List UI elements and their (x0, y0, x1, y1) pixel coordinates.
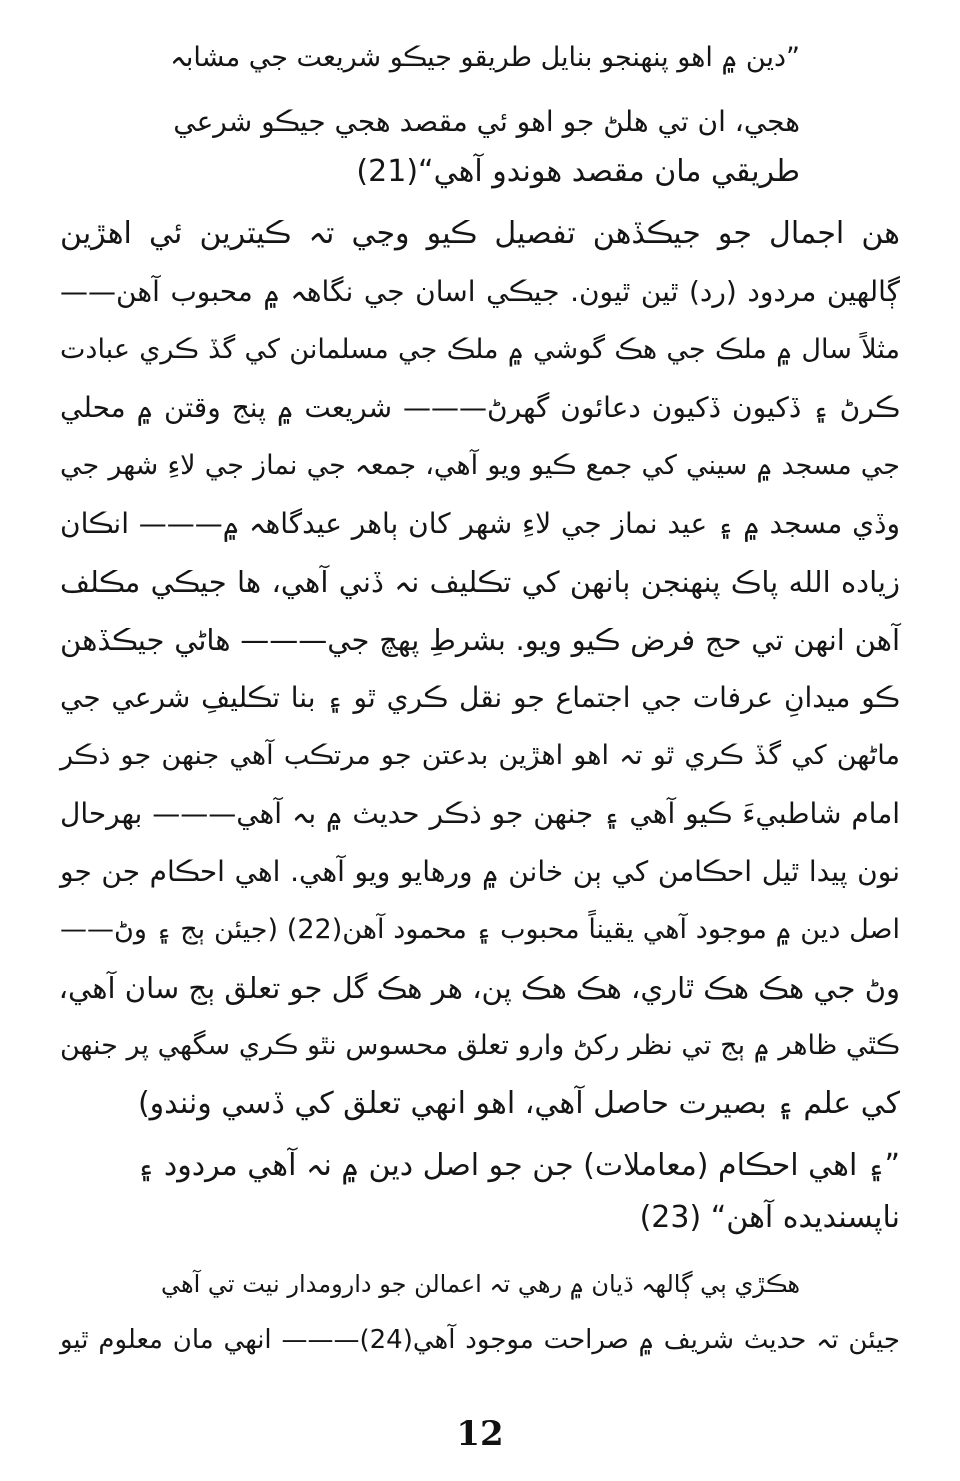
body-line: ڪرڻ ۽ ڏکيون ڏکيون دعائون گهرڻ——— شريعت ۾ پنج وقتن ۾ محلي (60, 391, 900, 424)
body-line: زياده الله پاڪ پنهنجن ٻانهن کي تڪليف نہ ڏني آهي، ها جيڪي مڪلف (60, 565, 900, 599)
page-number: 12 (456, 1414, 504, 1454)
body-line: ڪو ميدانِ عرفات جي اجتماع جو نقل ڪري ٿو ۽ بنا تڪليفِ شرعي جي (60, 681, 900, 714)
body-line: ڳالهين مردود (رد) ٿين ٿيون. جيڪي اسان جي نگاهہ ۾ محبوب آهن—— (60, 275, 900, 308)
body-line: اصل دين ۾ موجود آهي يقيناً محبوب ۽ محمود آهن(22) (جيئن ٻج ۽ وڻ—— (60, 914, 900, 945)
body-line: وڻ جي هڪ هڪ ٿاري، هڪ هڪ پن، هر هڪ گل جو تعلق ٻج سان آهي، (58, 971, 900, 1005)
quote-line: طريقي مان مقصد هوندو آهي“(21) (356, 154, 800, 189)
body-line: نون پيدا ٿيل احڪامن کي ٻن خانن ۾ ورهايو ويو آهي. اهي احڪام جن جو (60, 855, 900, 888)
body-line: ماڻهن کي گڏ ڪري ٿو تہ اهو اهڙين بدعتن جو مرتڪب آهي جنهن جو ذڪر (60, 740, 900, 771)
body-line: وڏي مسجد ۾ ۽ عيد نماز جي لاءِ شهر کان ٻاهر عيدگاهہ ۾——— انڪان (60, 507, 900, 540)
quote-line: ”۽ اهي احڪام (معاملات) جن جو اصل دين ۾ نہ آهي مردود ۽ (136, 1148, 900, 1183)
body-line: جيئن تہ حديث شريف ۾ صراحت موجود آهي(24)——— انهي مان معلوم ٿيو (60, 1325, 900, 1355)
body-line: جي مسجد ۾ سيني کي جمع ڪيو ويو آهي، جمعہ جي نماز جي لاءِ شهر جي (60, 450, 900, 481)
body-line: آهن انهن تي حج فرض ڪيو ويو. بشرطِ پهچ جي——— هاڻي جيڪڏهن (60, 623, 900, 657)
body-line: ڪٿي ظاهر ۾ ٻج تي نظر رکڻ وارو تعلق محسوس نٿو ڪري سگهي پر جنهن (60, 1030, 900, 1061)
quote-line: هجي، ان تي هلڻ جو اهو ئي مقصد هجي جيڪو شرعي (173, 105, 800, 138)
body-line: کي علم ۽ بصيرت حاصل آهي، اهو انهي تعلق کي ڏسي وٺندو) (137, 1086, 900, 1121)
body-line: مثلاً سال ۾ ملڪ جي هڪ گوشي ۾ ملڪ جي مسلمانن کي گڏ ڪري عبادت (60, 334, 900, 365)
body-line: هڪڙي ٻي ڳالهہ ڌيان ۾ رهي تہ اعمالن جو دارومدار نيت تي آهي (160, 1270, 800, 1298)
body-line: امام شاطبيءَ ڪيو آهي ۽ جنهن جو ذڪر حديث ۾ بہ آهي——— بهرحال (60, 797, 900, 830)
body-line: هن اجمال جو جيڪڏهن تفصيل ڪيو وڃي تہ ڪيترين ئي اهڙين (60, 216, 900, 251)
quote-line: ناپسنديده آهن“ (23) (639, 1200, 900, 1235)
quote-line: ”دين ۾ اهو پنهنجو بنايل طريقو جيڪو شريعت جي مشابہ (170, 42, 800, 73)
